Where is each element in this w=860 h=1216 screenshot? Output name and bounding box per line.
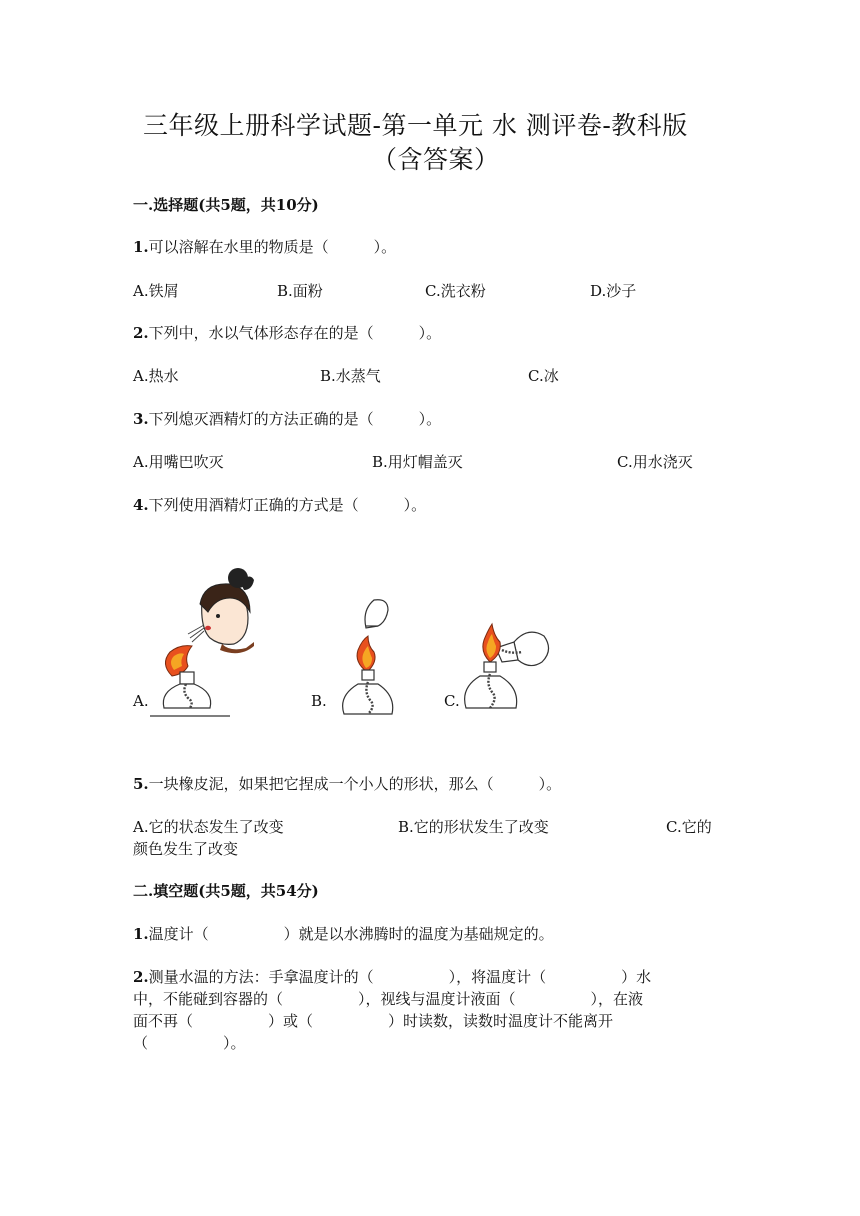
option-a: A.热水 <box>133 367 179 385</box>
question-text: 一块橡皮泥，如果把它捏成一个小人的形状，那么（ ）。 <box>148 775 562 793</box>
question-number: 5. <box>133 775 149 793</box>
section-heading-fill: 二.填空题(共5题，共54分) <box>133 882 319 900</box>
option-a: A. <box>133 692 149 710</box>
question-number: 2. <box>133 324 149 342</box>
image-lamp-with-cap <box>338 596 398 722</box>
option-b: B.用灯帽盖灭 <box>372 453 463 471</box>
question-text: 可以溶解在水里的物质是（ ）。 <box>148 238 397 256</box>
question-number: 3. <box>133 410 149 428</box>
option-a: A.它的状态发生了改变 <box>133 818 284 836</box>
question-text-line2: 中，不能碰到容器的（ ），视线与温度计液面（ ），在液 <box>133 990 644 1008</box>
question-2 <box>133 322 441 343</box>
question-text-line4: （ ）。 <box>133 1034 246 1052</box>
option-c-continued: 颜色发生了改变 <box>133 840 239 858</box>
question-text: 温度计（ ）就是以水沸腾时的温度为基础规定的。 <box>148 925 554 943</box>
option-c: C.用水浇灭 <box>617 453 693 471</box>
question-5 <box>133 773 561 794</box>
question-text: 下列使用酒精灯正确的方式是（ ）。 <box>148 496 427 514</box>
question-number: 4. <box>133 496 149 514</box>
question-number: 1. <box>133 238 149 256</box>
section-heading-choice: 一.选择题(共5题，共10分) <box>133 196 319 214</box>
option-c: C.冰 <box>528 367 559 385</box>
option-a: A.用嘴巴吹灭 <box>133 453 224 471</box>
option-c: C.洗衣粉 <box>425 282 486 300</box>
image-blowing-out-lamp <box>150 568 260 720</box>
page-title: 三年级上册科学试题-第一单元 水 测评卷-教科版 <box>143 111 688 140</box>
option-a: A.铁屑 <box>133 282 179 300</box>
option-b: B.水蒸气 <box>320 367 381 385</box>
option-c: C.它的 <box>666 818 712 836</box>
question-text-line3: 面不再（ ）或（ ）时读数，读数时温度计不能离开 <box>133 1012 614 1030</box>
question-text: 下列中，水以气体形态存在的是（ ）。 <box>148 324 442 342</box>
page-title-suffix: （含答案） <box>372 145 500 174</box>
option-c: C. <box>444 692 460 710</box>
option-b: B. <box>311 692 327 710</box>
question-text-line1: 测量水温的方法：手拿温度计的（ ），将温度计（ ）水 <box>148 968 652 986</box>
question-3 <box>133 408 441 429</box>
option-d: D.沙子 <box>590 282 637 300</box>
option-b: B.它的形状发生了改变 <box>398 818 549 836</box>
question-number: 2. <box>133 968 149 986</box>
option-b: B.面粉 <box>277 282 323 300</box>
question-text: 下列熄灭酒精灯的方法正确的是（ ）。 <box>148 410 442 428</box>
question-number: 1. <box>133 925 149 943</box>
image-lamp-lit-by-lamp <box>462 620 554 716</box>
question-1 <box>133 236 396 257</box>
fill-question-2 <box>133 966 651 987</box>
fill-question-1 <box>133 923 554 944</box>
question-4 <box>133 494 426 515</box>
